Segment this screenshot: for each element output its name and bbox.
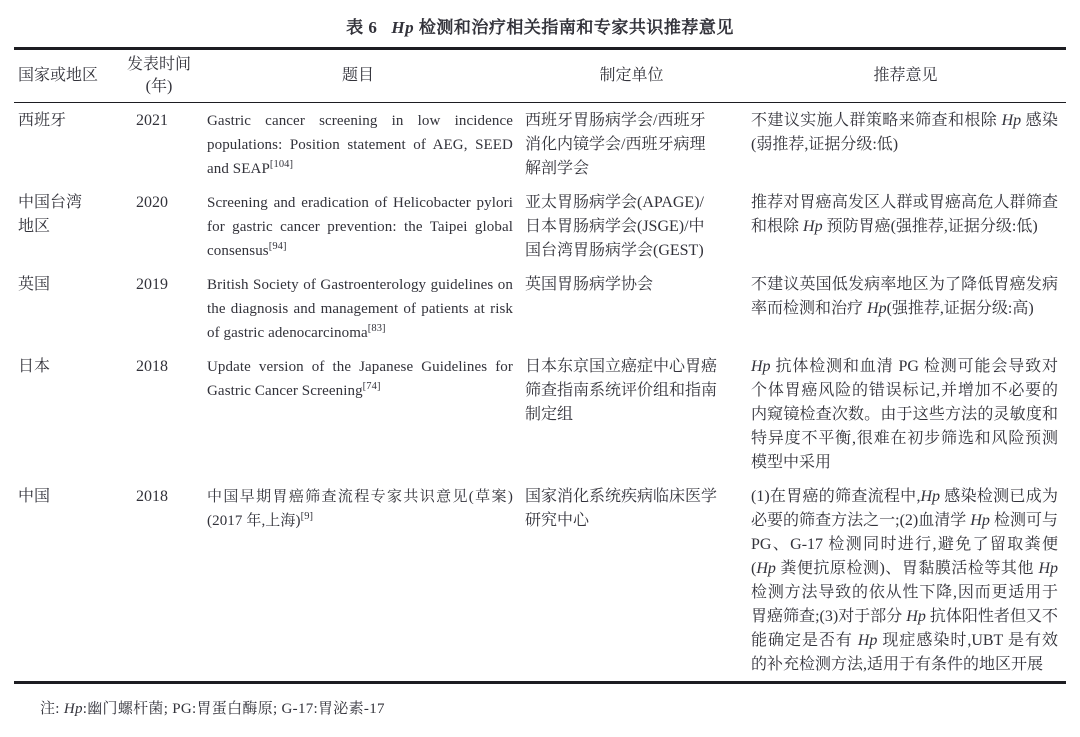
table-number: 表 6 <box>346 18 378 37</box>
cell-region: 西班牙 <box>18 112 67 129</box>
cell-title: 中国早期胃癌筛查流程专家共识意见(草案)(2017 年,上海)[9] <box>207 489 513 529</box>
table-row <box>14 479 1066 683</box>
cell-region: 中国 <box>18 488 51 505</box>
table-row <box>14 103 1066 186</box>
cell-recommendation: (1)在胃癌的筛查流程中,Hp 感染检测已成为必要的筛查方法之一;(2)血清学 Hp 检测可与 PG、G-17 检测同时进行,避免了留取粪便(Hp 粪便抗原检测)、胃黏膜活检等其他 Hp 检测方法导致的依从性下降,因而更适用于胃癌筛查;(3)对于部分 Hp 抗体阳性者但又不能确定是否有 Hp 现症感染时,UBT 是有效的补充检测方法,适用于有条件的地区开展 <box>751 488 1058 673</box>
header-year-line1: 发表时间 <box>126 56 191 73</box>
header-title: 题目 <box>341 67 374 84</box>
cell-recommendation: 推荐对胃癌高发区人群或胃癌高危人群筛查和根除 Hp 预防胃癌(强推荐,证据分级:低) <box>751 194 1058 235</box>
cell-title: Gastric cancer screening in low incidence populations: Position statement of AEG, SEED and SEAP[104] <box>207 113 513 177</box>
table-footnote: 注: Hp:幽门螺杆菌; PG:胃蛋白酶原; G-17:胃泌素-17 <box>40 701 385 717</box>
cell-organization: 英国胃肠病学协会 <box>525 276 654 293</box>
cell-title: Update version of the Japanese Guidelines for Gastric Cancer Screening[74] <box>207 359 513 399</box>
cell-organization: 国家消化系统疾病临床医学研究中心 <box>525 488 718 529</box>
cell-year: 2020 <box>136 194 168 211</box>
table-caption <box>0 0 1080 38</box>
table-row <box>14 349 1066 479</box>
cell-year: 2019 <box>136 276 168 293</box>
cell-year: 2018 <box>136 358 168 375</box>
header-year-line2: (年) <box>145 78 173 95</box>
cell-recommendation: Hp 抗体检测和血清 PG 检测可能会导致对个体胃癌风险的错误标记,并增加不必要的内窥镜检查次数。由于这些方法的灵敏度和特异度不平衡,很难在初步筛选和风险预测模型中采用 <box>751 358 1058 471</box>
cell-organization: 日本东京国立癌症中心胃癌筛查指南系统评价组和指南制定组 <box>525 358 718 423</box>
cell-region: 日本 <box>18 358 51 375</box>
cell-organization: 亚太胃肠病学会(APAGE)/日本胃肠病学会(JSGE)/中国台湾胃肠病学会(GEST) <box>525 194 705 259</box>
table-title-text: Hp 检测和治疗相关指南和专家共识推荐意见 <box>391 18 734 37</box>
table-header <box>14 49 1066 103</box>
header-year <box>120 49 198 103</box>
guideline-table <box>14 47 1066 684</box>
header-organization: 制定单位 <box>599 67 664 84</box>
cell-region: 英国 <box>18 276 51 293</box>
cell-year: 2021 <box>136 112 168 129</box>
header-row <box>14 49 1066 103</box>
table-body <box>14 103 1066 683</box>
cell-title: British Society of Gastroenterology guidelines on the diagnosis and management of patients at risk of gastric adenocarcinoma[83] <box>207 277 513 341</box>
cell-title: Screening and eradication of Helicobacter pylori for gastric cancer prevention: the Taipei global consensus[94] <box>207 195 513 259</box>
cell-recommendation: 不建议实施人群策略来筛查和根除 Hp 感染(弱推荐,证据分级:低) <box>751 112 1058 153</box>
header-recommendation: 推荐意见 <box>873 67 938 84</box>
table-row <box>14 185 1066 267</box>
cell-organization: 西班牙胃肠病学会/西班牙消化内镜学会/西班牙病理解剖学会 <box>525 112 706 177</box>
cell-year: 2018 <box>136 488 168 505</box>
table-row <box>14 267 1066 349</box>
cell-region: 中国台湾地区 <box>18 194 83 235</box>
header-region: 国家或地区 <box>18 67 99 84</box>
cell-recommendation: 不建议英国低发病率地区为了降低胃癌发病率而检测和治疗 Hp(强推荐,证据分级:高) <box>751 276 1058 317</box>
